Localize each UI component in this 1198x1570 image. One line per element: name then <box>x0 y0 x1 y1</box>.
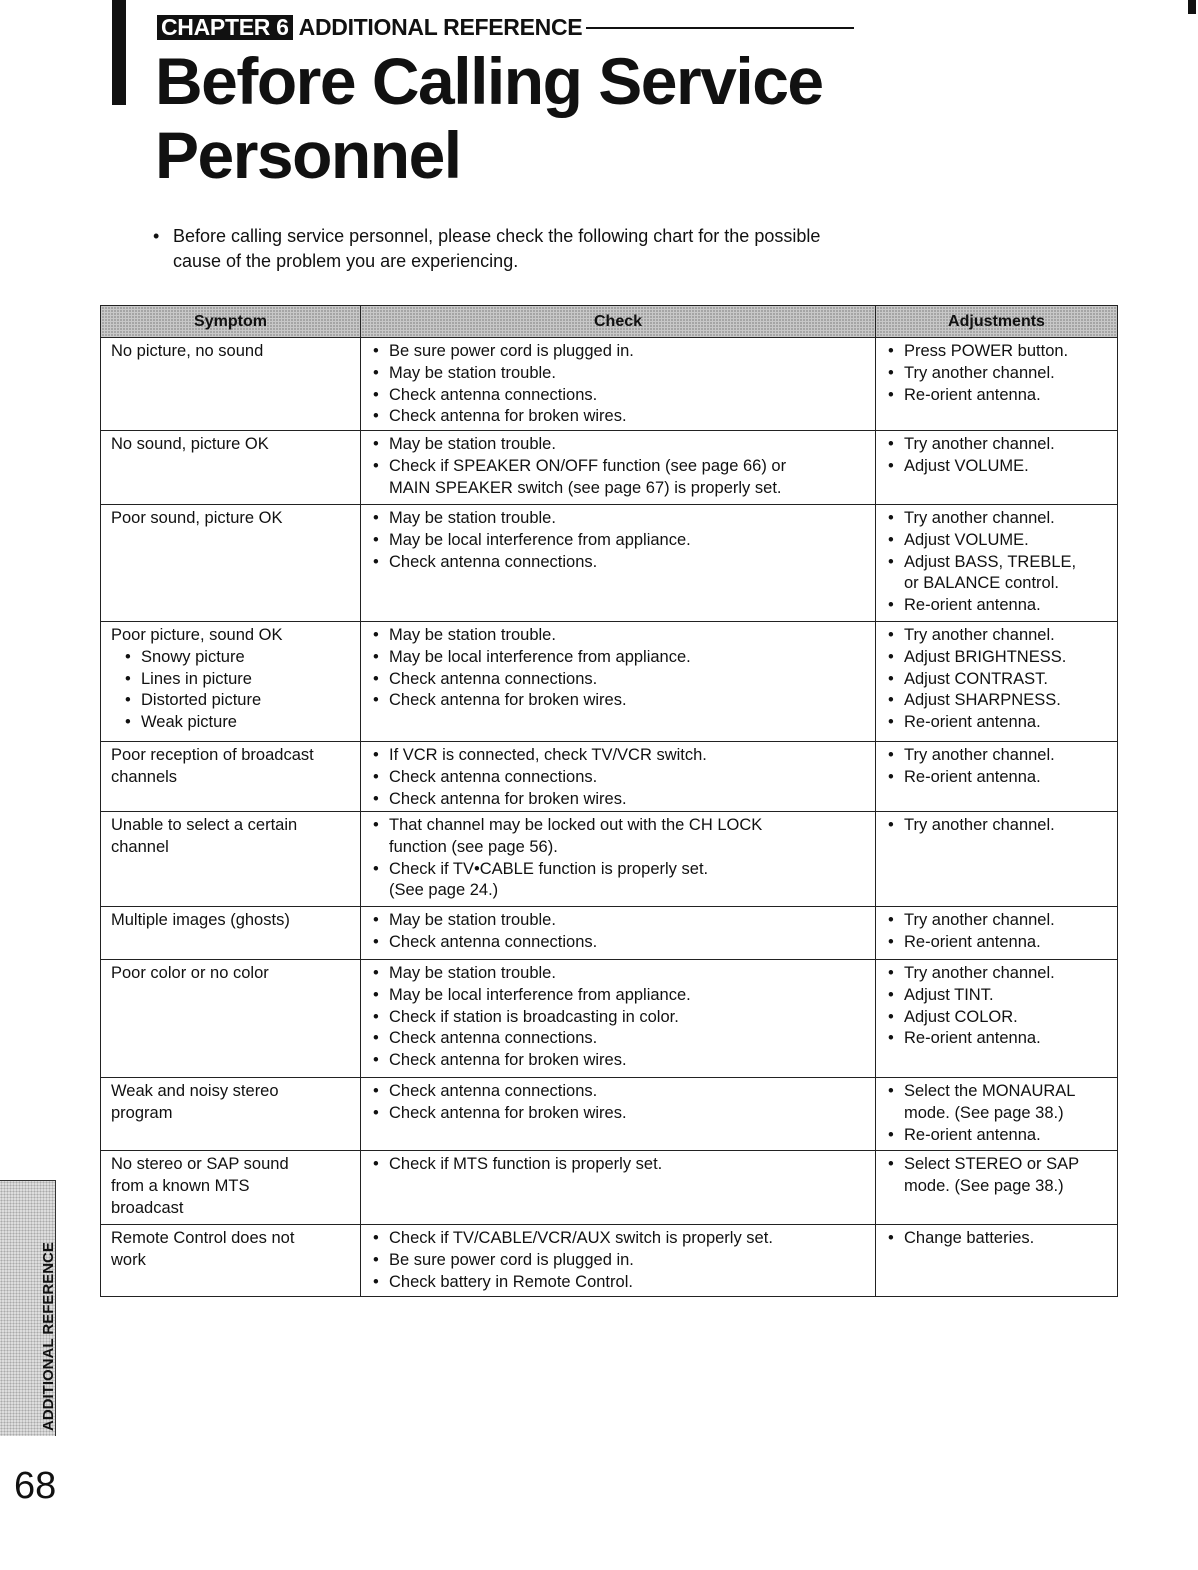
check-list <box>371 1154 865 1176</box>
adjustment-cell <box>876 622 1118 742</box>
table-row <box>101 338 1118 431</box>
symptom-text: Remote Control does not work <box>111 1229 295 1269</box>
symptom-text: Poor picture, sound OK <box>111 626 283 644</box>
page-title-line1: Before Calling Service <box>155 44 823 118</box>
table-row <box>101 1078 1118 1151</box>
adjustment-item: • Try another channel. <box>886 963 1107 985</box>
adjustment-list <box>886 1228 1107 1250</box>
adjustment-item: • Adjust VOLUME. <box>886 530 1107 552</box>
symptom-cell <box>101 622 361 742</box>
table-row <box>101 960 1118 1078</box>
table-row <box>101 431 1118 505</box>
check-item: • Check antenna connections. <box>371 1081 865 1103</box>
symptom-text: No sound, picture OK <box>111 435 269 453</box>
adjustment-cell <box>876 1151 1118 1225</box>
check-list <box>371 910 865 954</box>
adjustment-item: • Change batteries. <box>886 1228 1107 1250</box>
adjustment-item: • Try another channel. <box>886 745 1107 767</box>
page-title <box>155 44 823 192</box>
adjustment-list <box>886 963 1107 1050</box>
check-item: • Check if SPEAKER ON/OFF function (see page 66) or MAIN SPEAKER switch (see page 67) is properly set. <box>371 456 865 500</box>
symptom-cell <box>101 338 361 431</box>
adjustment-item: • Re-orient antenna. <box>886 385 1107 407</box>
symptom-cell <box>101 1151 361 1225</box>
adjustment-item: • Select the MONAURAL mode. (See page 38.) <box>886 1081 1107 1125</box>
adjustment-item: • Try another channel. <box>886 625 1107 647</box>
page-title-line2: Personnel <box>155 118 461 192</box>
check-item: • Be sure power cord is plugged in. <box>371 1250 865 1272</box>
symptom-text: Unable to select a certain channel <box>111 816 298 856</box>
symptom-cell <box>101 505 361 622</box>
symptom-text: No stereo or SAP sound from a known MTS broadcast <box>111 1155 289 1217</box>
symptom-cell <box>101 1225 361 1297</box>
symptom-cell <box>101 742 361 812</box>
check-item: • Be sure power cord is plugged in. <box>371 341 865 363</box>
check-item: • Check if TV•CABLE function is properly set. (See page 24.) <box>371 859 865 903</box>
adjustment-list <box>886 745 1107 789</box>
adjustment-cell <box>876 907 1118 960</box>
check-cell <box>361 742 876 812</box>
page-number: 68 <box>14 1465 57 1507</box>
intro-line1: Before calling service personnel, please check the following chart for the possible <box>173 226 821 246</box>
symptom-cell <box>101 1078 361 1151</box>
intro-text: • Before calling service personnel, please check the following chart for the possible cause of the problem you are experiencing. <box>153 224 820 274</box>
check-item: • May be station trouble. <box>371 963 865 985</box>
check-list <box>371 1081 865 1125</box>
adjustment-cell <box>876 338 1118 431</box>
adjustment-list <box>886 910 1107 954</box>
chapter-badge: CHAPTER 6 <box>157 15 293 40</box>
adjustment-cell <box>876 431 1118 505</box>
check-item: • May be local interference from appliance. <box>371 647 865 669</box>
header-symptom: Symptom <box>101 306 361 338</box>
check-cell <box>361 622 876 742</box>
symptom-text: Weak and noisy stereo program <box>111 1082 279 1122</box>
check-item: • Check antenna for broken wires. <box>371 406 865 428</box>
symptom-cell <box>101 907 361 960</box>
adjustment-list <box>886 341 1107 406</box>
adjustment-item: • Re-orient antenna. <box>886 1028 1107 1050</box>
side-tab-label: ADDITIONAL REFERENCE <box>40 1242 57 1431</box>
check-item: • Check antenna connections. <box>371 767 865 789</box>
troubleshooting-table <box>100 305 1118 1297</box>
edge-mark <box>1188 0 1196 14</box>
adjustment-item: • Try another channel. <box>886 434 1107 456</box>
adjustment-list <box>886 434 1107 478</box>
check-item: • Check antenna connections. <box>371 385 865 407</box>
check-list <box>371 434 865 499</box>
check-item: • That channel may be locked out with the CH LOCK function (see page 56). <box>371 815 865 859</box>
adjustment-list <box>886 1081 1107 1146</box>
check-item: • If VCR is connected, check TV/VCR switch. <box>371 745 865 767</box>
symptom-text: No picture, no sound <box>111 342 264 360</box>
check-item: • Check antenna connections. <box>371 669 865 691</box>
chapter-heading <box>157 14 854 41</box>
table-row <box>101 622 1118 742</box>
check-list <box>371 963 865 1072</box>
table-row <box>101 505 1118 622</box>
check-list <box>371 341 865 428</box>
check-item: • Check if TV/CABLE/VCR/AUX switch is properly set. <box>371 1228 865 1250</box>
symptom-subitem: • Distorted picture <box>123 690 350 712</box>
adjustment-item: • Adjust VOLUME. <box>886 456 1107 478</box>
check-cell <box>361 431 876 505</box>
check-list <box>371 1228 865 1293</box>
adjustment-item: • Try another channel. <box>886 910 1107 932</box>
adjustment-item: • Adjust BASS, TREBLE, or BALANCE control. <box>886 552 1107 596</box>
chapter-rule <box>586 27 854 29</box>
adjustment-item: • Adjust TINT. <box>886 985 1107 1007</box>
check-list <box>371 815 865 902</box>
adjustment-cell <box>876 960 1118 1078</box>
adjustment-item: • Adjust BRIGHTNESS. <box>886 647 1107 669</box>
adjustment-item: • Re-orient antenna. <box>886 767 1107 789</box>
check-item: • Check battery in Remote Control. <box>371 1272 865 1294</box>
adjustment-cell <box>876 1078 1118 1151</box>
check-item: • May be station trouble. <box>371 363 865 385</box>
chapter-title: ADDITIONAL REFERENCE <box>298 14 583 40</box>
check-item: • Check if MTS function is properly set. <box>371 1154 865 1176</box>
symptom-text: Poor sound, picture OK <box>111 509 283 527</box>
check-cell <box>361 960 876 1078</box>
adjustment-item: • Press POWER button. <box>886 341 1107 363</box>
adjustment-cell <box>876 505 1118 622</box>
check-item: • Check antenna for broken wires. <box>371 1050 865 1072</box>
check-cell <box>361 338 876 431</box>
check-item: • May be station trouble. <box>371 910 865 932</box>
symptom-sublist <box>111 647 350 734</box>
check-item: • Check antenna for broken wires. <box>371 690 865 712</box>
check-item: • May be station trouble. <box>371 508 865 530</box>
symptom-cell <box>101 812 361 907</box>
check-cell <box>361 1078 876 1151</box>
check-item: • Check antenna connections. <box>371 1028 865 1050</box>
adjustment-item: • Try another channel. <box>886 363 1107 385</box>
check-item: • Check antenna for broken wires. <box>371 1103 865 1125</box>
intro-line2: cause of the problem you are experiencing. <box>173 251 519 271</box>
check-item: • May be local interference from appliance. <box>371 530 865 552</box>
check-item: • May be station trouble. <box>371 434 865 456</box>
check-cell <box>361 907 876 960</box>
adjustment-list <box>886 1154 1107 1198</box>
adjustment-item: • Re-orient antenna. <box>886 712 1107 734</box>
check-item: • Check antenna connections. <box>371 932 865 954</box>
adjustment-item: • Adjust SHARPNESS. <box>886 690 1107 712</box>
check-cell <box>361 505 876 622</box>
check-item: • Check antenna connections. <box>371 552 865 574</box>
table-header-row <box>101 306 1118 338</box>
adjustment-item: • Re-orient antenna. <box>886 1125 1107 1147</box>
symptom-cell <box>101 431 361 505</box>
symptom-cell <box>101 960 361 1078</box>
adjustment-item: • Try another channel. <box>886 508 1107 530</box>
check-item: • Check antenna for broken wires. <box>371 789 865 811</box>
adjustment-cell <box>876 1225 1118 1297</box>
symptom-text: Multiple images (ghosts) <box>111 911 290 929</box>
check-item: • May be local interference from appliance. <box>371 985 865 1007</box>
chapter-bar <box>112 0 126 105</box>
adjustment-list <box>886 625 1107 734</box>
adjustment-item: • Try another channel. <box>886 815 1107 837</box>
side-tab <box>0 1180 56 1436</box>
adjustment-item: • Adjust CONTRAST. <box>886 669 1107 691</box>
adjustment-list <box>886 508 1107 617</box>
table-row <box>101 812 1118 907</box>
header-check: Check <box>361 306 876 338</box>
check-item: • Check if station is broadcasting in color. <box>371 1007 865 1029</box>
table-row <box>101 1151 1118 1225</box>
adjustment-cell <box>876 742 1118 812</box>
check-cell <box>361 1151 876 1225</box>
adjustment-item: • Adjust COLOR. <box>886 1007 1107 1029</box>
adjustment-item: • Re-orient antenna. <box>886 595 1107 617</box>
adjustment-item: • Re-orient antenna. <box>886 932 1107 954</box>
symptom-subitem: • Weak picture <box>123 712 350 734</box>
adjustment-cell <box>876 812 1118 907</box>
adjustment-item: • Select STEREO or SAP mode. (See page 38.) <box>886 1154 1107 1198</box>
table-row <box>101 907 1118 960</box>
table-row <box>101 1225 1118 1297</box>
symptom-subitem: • Lines in picture <box>123 669 350 691</box>
symptom-text: Poor reception of broadcast channels <box>111 746 314 786</box>
check-list <box>371 508 865 573</box>
symptom-text: Poor color or no color <box>111 964 269 982</box>
check-cell <box>361 812 876 907</box>
check-list <box>371 625 865 712</box>
adjustment-list <box>886 815 1107 837</box>
check-cell <box>361 1225 876 1297</box>
check-list <box>371 745 865 810</box>
check-item: • May be station trouble. <box>371 625 865 647</box>
table-row <box>101 742 1118 812</box>
header-adjustments: Adjustments <box>876 306 1118 338</box>
symptom-subitem: • Snowy picture <box>123 647 350 669</box>
